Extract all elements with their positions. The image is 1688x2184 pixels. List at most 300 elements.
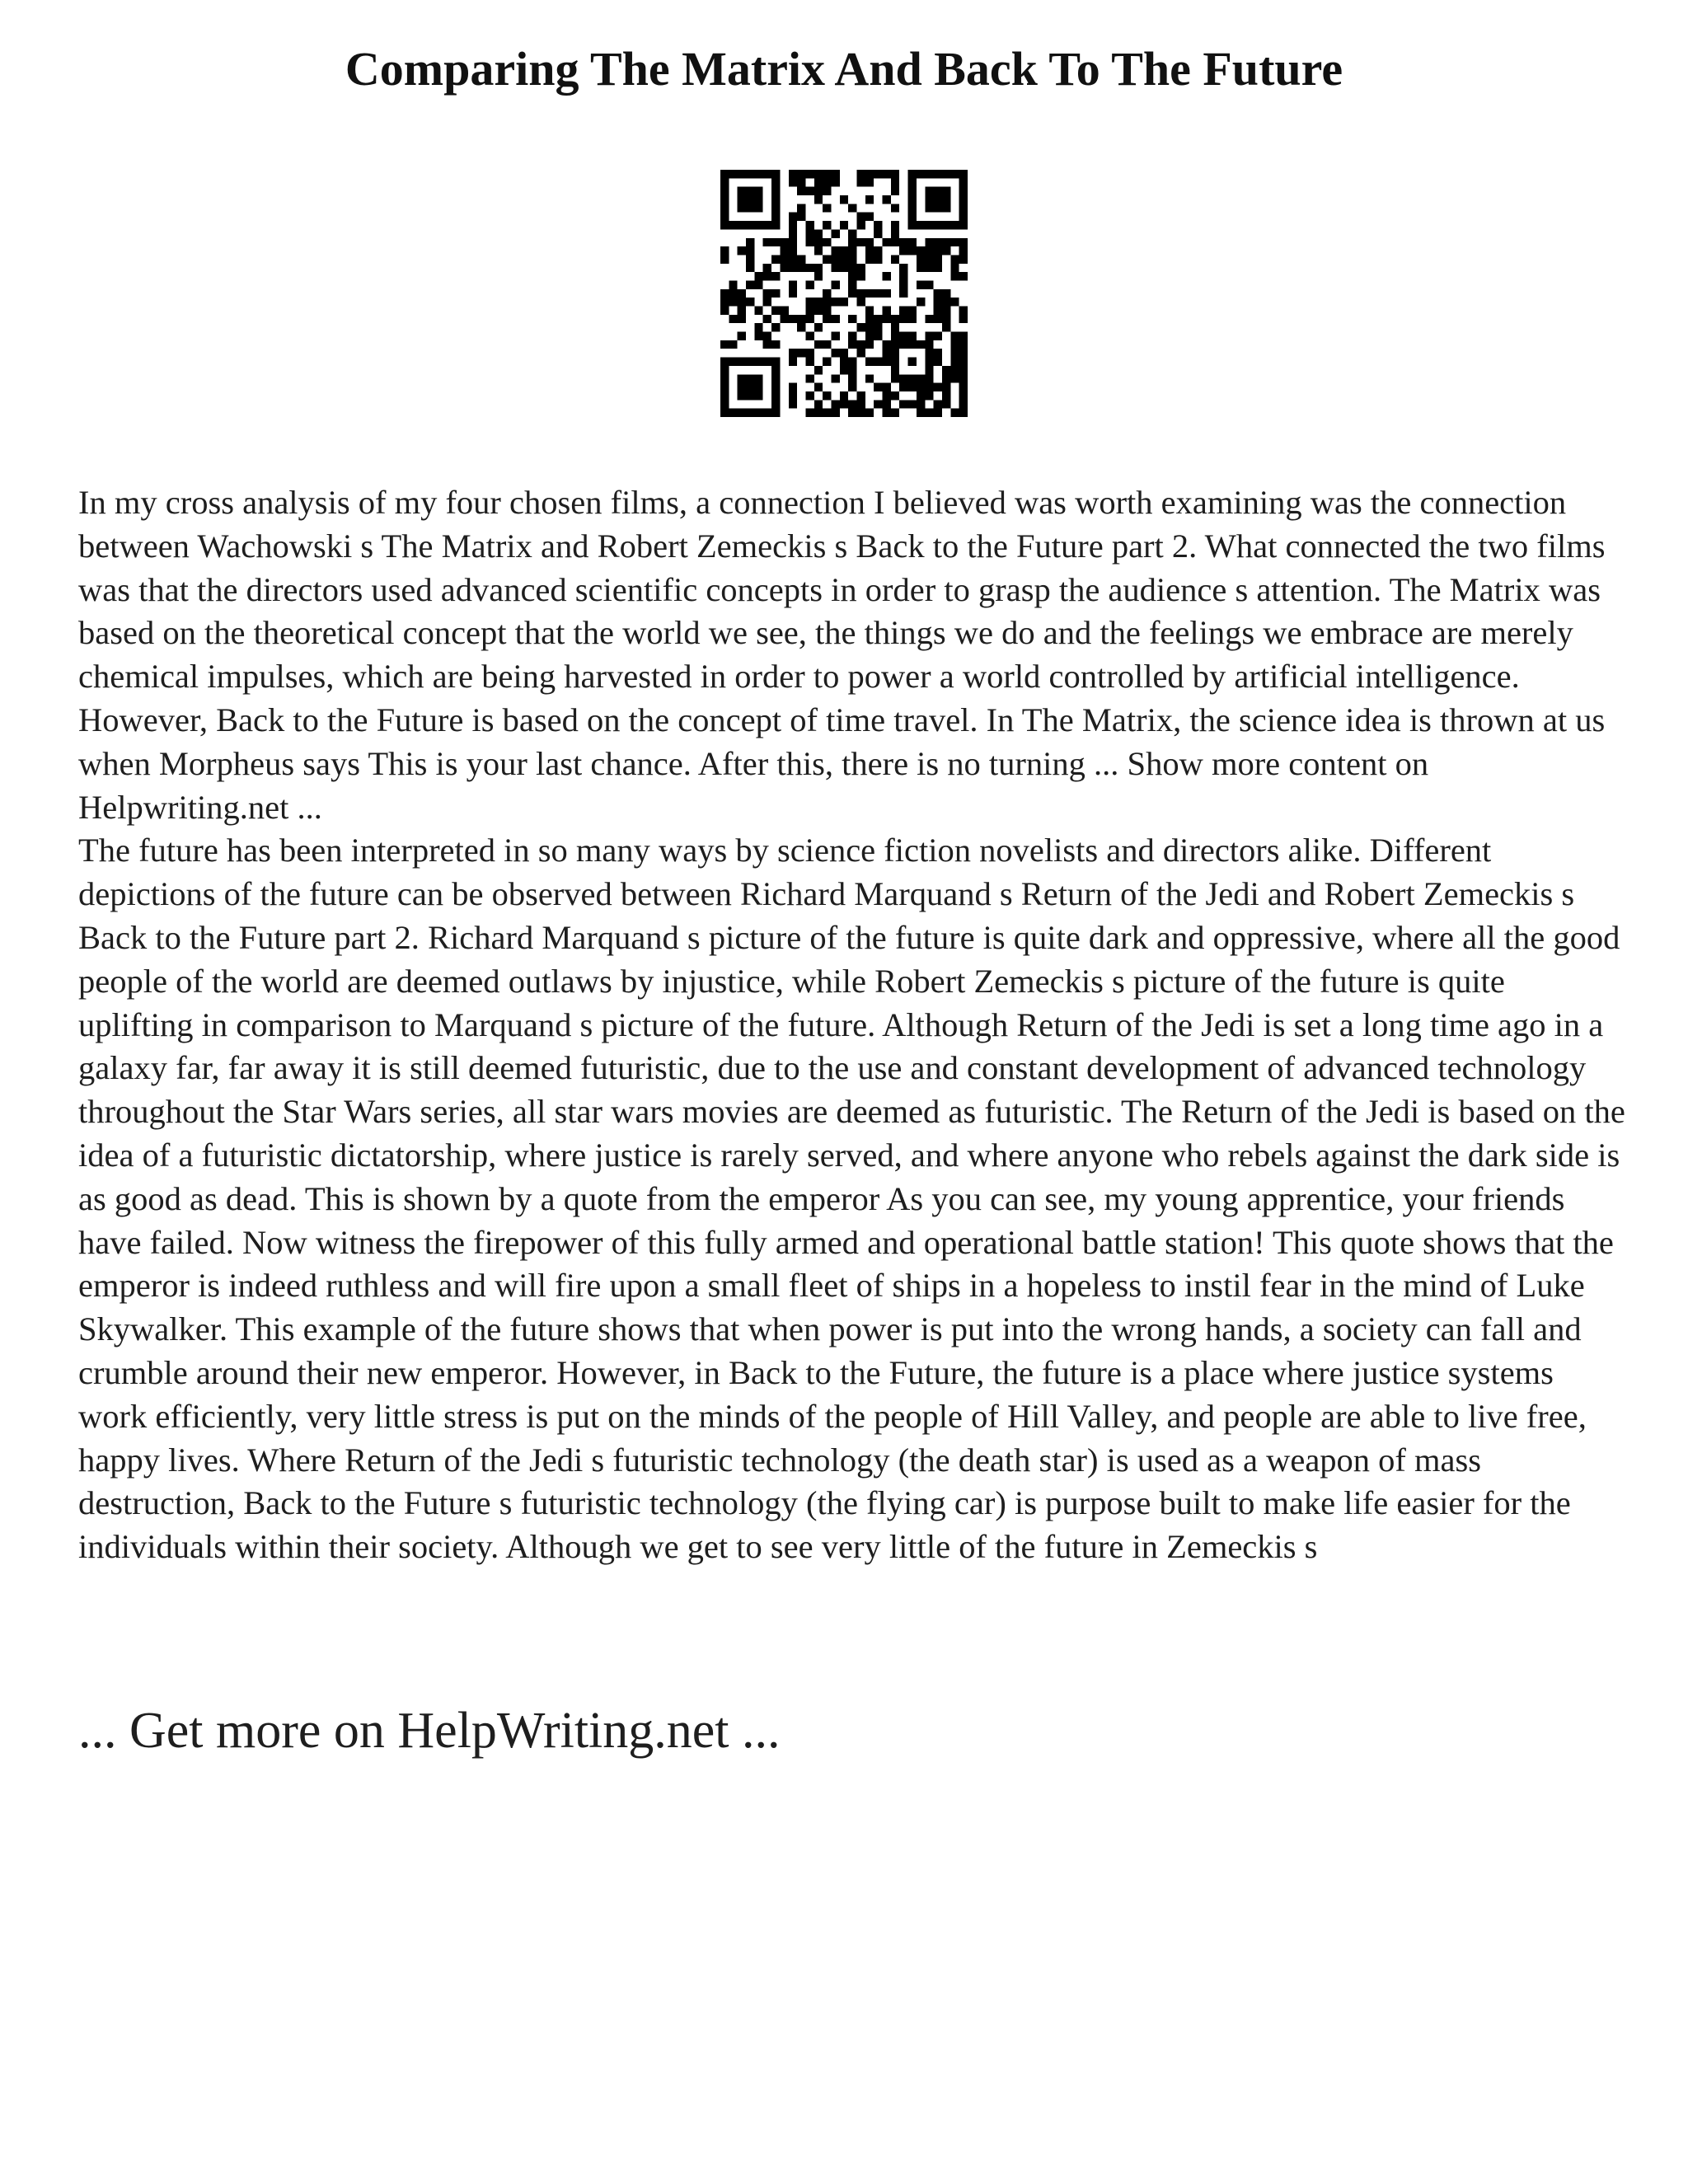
qr-module [865,374,874,382]
qr-module [959,195,968,204]
qr-module [831,280,839,288]
qr-module [729,298,737,306]
qr-module [908,187,917,195]
qr-module [908,374,917,382]
qr-module [754,409,762,417]
qr-module [942,195,950,204]
qr-module [738,195,746,204]
qr-module [805,221,814,229]
qr-module [789,358,797,366]
qr-module [942,323,950,331]
qr-module [814,383,823,391]
qr-module [720,383,729,391]
qr-module [934,246,942,255]
qr-module [891,178,899,186]
qr-module [840,246,848,255]
qr-module [805,187,814,195]
qr-module [746,255,754,263]
qr-module [729,409,737,417]
qr-module [883,409,891,417]
qr-module [883,289,891,298]
qr-module [934,358,942,366]
qr-module [857,409,865,417]
qr-module [789,178,797,186]
qr-module [891,315,899,323]
qr-module [934,264,942,272]
qr-module [805,229,814,237]
qr-module [891,323,899,331]
qr-module [746,383,754,391]
qr-module [738,409,746,417]
qr-module [831,255,839,263]
qr-module [763,358,771,366]
qr-module [771,187,780,195]
qr-module [883,307,891,315]
qr-module [857,289,865,298]
qr-module [814,307,823,315]
qr-module [797,349,805,357]
qr-module [899,383,907,391]
qr-module [959,374,968,382]
qr-module [865,340,874,349]
qr-module [908,221,917,229]
qr-module [891,238,899,246]
qr-module [771,195,780,204]
qr-module [729,289,737,298]
qr-module [917,374,925,382]
qr-module [934,307,942,315]
qr-module [771,204,780,212]
qr-module [950,409,959,417]
qr-module [942,366,950,374]
qr-module [848,383,856,391]
qr-module [934,315,942,323]
qr-module [780,255,788,263]
qr-module [789,238,797,246]
qr-module [738,246,746,255]
qr-module [771,307,780,315]
article-body [78,481,1628,1569]
qr-module [831,264,839,272]
qr-module [754,323,762,331]
qr-module [720,307,729,315]
qr-module [780,315,788,323]
qr-module [848,358,856,366]
qr-module [857,178,865,186]
qr-module [848,280,856,288]
qr-module [814,187,823,195]
qr-module [942,246,950,255]
qr-module [857,264,865,272]
qr-module [959,340,968,349]
qr-module [950,221,959,229]
qr-module [857,298,865,306]
qr-module [917,298,925,306]
qr-module [857,349,865,357]
qr-module [934,195,942,204]
qr-module [738,307,746,315]
qr-module [771,170,780,178]
qr-module [840,366,848,374]
qr-module [942,400,950,408]
qr-module [959,400,968,408]
qr-module [771,323,780,331]
qr-module [814,170,823,178]
qr-module [720,400,729,408]
qr-module [738,332,746,340]
qr-module [950,255,959,263]
qr-module [746,358,754,366]
qr-module [789,400,797,408]
qr-module [789,255,797,263]
qr-module [814,264,823,272]
qr-module [814,195,823,204]
qr-module [908,383,917,391]
qr-module [848,289,856,298]
qr-module [763,272,771,280]
qr-module [959,383,968,391]
qr-module [771,374,780,382]
qr-module [950,340,959,349]
qr-module [934,289,942,298]
qr-module [942,238,950,246]
qr-module [925,349,933,357]
qr-module [754,307,762,315]
qr-module [925,366,933,374]
qr-module [754,383,762,391]
qr-module [754,391,762,400]
qr-module [814,272,823,280]
qr-module [857,400,865,408]
qr-module [950,358,959,366]
qr-module [746,391,754,400]
qr-module [848,204,856,212]
qr-module [831,298,839,306]
qr-module [942,289,950,298]
qr-module [959,170,968,178]
qr-module [780,264,788,272]
qr-module [831,332,839,340]
qr-module [805,374,814,382]
qr-module [874,170,882,178]
qr-module [720,170,729,178]
qr-module [874,221,882,229]
qr-module [780,307,788,315]
qr-module [738,315,746,323]
qr-module [857,340,865,349]
qr-module [797,315,805,323]
qr-module [729,358,737,366]
qr-module [934,255,942,263]
qr-code-graphic [720,170,968,417]
qr-module [848,374,856,382]
qr-module [729,170,737,178]
qr-module [848,366,856,374]
qr-module [840,221,848,229]
qr-module [746,246,754,255]
qr-module [942,374,950,382]
qr-module [754,187,762,195]
qr-module [883,315,891,323]
qr-module [720,298,729,306]
qr-module [959,358,968,366]
qr-module [720,213,729,221]
qr-module [848,400,856,408]
qr-module [789,315,797,323]
qr-module [959,272,968,280]
qr-module [891,391,899,400]
qr-module [950,366,959,374]
qr-module [917,340,925,349]
qr-module [917,170,925,178]
qr-module [738,374,746,382]
qr-module [789,170,797,178]
qr-module [823,315,831,323]
qr-module [959,178,968,186]
qr-module [814,238,823,246]
qr-module [959,238,968,246]
qr-module [950,332,959,340]
qr-module [917,264,925,272]
qr-module [840,358,848,366]
qr-module [865,213,874,221]
qr-module [865,323,874,331]
qr-module [780,238,788,246]
qr-module [720,374,729,382]
qr-module [823,358,831,366]
qr-module [925,195,933,204]
qr-module [729,280,737,288]
qr-module [814,323,823,331]
qr-module [771,221,780,229]
qr-module [883,238,891,246]
qr-module [771,358,780,366]
qr-module [797,170,805,178]
qr-module [805,307,814,315]
qr-module [771,255,780,263]
qr-module [823,204,831,212]
qr-module [908,170,917,178]
qr-module [950,238,959,246]
qr-module [831,409,839,417]
qr-module [720,195,729,204]
qr-module [917,246,925,255]
qr-module [908,358,917,366]
qr-code-icon[interactable] [720,170,968,417]
qr-module [814,340,823,349]
qr-module [797,178,805,186]
qr-module [823,307,831,315]
qr-module [891,170,899,178]
qr-module [763,298,771,306]
qr-module [891,374,899,382]
qr-module [925,340,933,349]
qr-module [848,264,856,272]
qr-module [899,246,907,255]
qr-module [865,409,874,417]
qr-module [925,221,933,229]
qr-module [848,272,856,280]
qr-module [950,298,959,306]
qr-module [763,340,771,349]
qr-module [925,264,933,272]
qr-module [883,195,891,204]
qr-module [805,391,814,400]
qr-module [823,178,831,186]
qr-module [865,332,874,340]
qr-module [942,221,950,229]
qr-module [959,255,968,263]
qr-module [925,187,933,195]
qr-module [848,229,856,237]
qr-module [899,272,907,280]
qr-module [908,246,917,255]
qr-module [891,332,899,340]
qr-module [823,221,831,229]
qr-module [720,255,729,263]
qr-module [720,358,729,366]
qr-module [848,238,856,246]
qr-module [934,221,942,229]
qr-module [934,238,942,246]
qr-module [891,255,899,263]
qr-module [925,280,933,288]
qr-module [814,400,823,408]
qr-module [771,391,780,400]
qr-module [942,298,950,306]
qr-module [831,315,839,323]
qr-module [874,315,882,323]
qr-module [934,204,942,212]
qr-module [746,204,754,212]
qr-module [746,170,754,178]
qr-module [789,264,797,272]
qr-module [959,246,968,255]
qr-module [883,272,891,280]
qr-module [883,349,891,357]
qr-module [840,349,848,357]
qr-module [959,391,968,400]
qr-module [874,229,882,237]
qr-module [883,383,891,391]
qr-module [950,272,959,280]
qr-module [934,383,942,391]
qr-module [814,366,823,374]
qr-module [738,383,746,391]
qr-module [908,332,917,340]
qr-module [917,409,925,417]
qr-module [814,298,823,306]
qr-module [874,246,882,255]
qr-module [899,280,907,288]
qr-module [950,264,959,272]
qr-module [848,340,856,349]
qr-module [840,391,848,400]
qr-module [874,255,882,263]
qr-module [857,221,865,229]
qr-module [925,170,933,178]
qr-module [950,170,959,178]
qr-module [805,280,814,288]
qr-module [738,170,746,178]
qr-module [874,289,882,298]
qr-module [908,195,917,204]
qr-module [925,315,933,323]
qr-module [959,307,968,315]
qr-module [771,178,780,186]
qr-module [771,272,780,280]
qr-module [738,289,746,298]
qr-module [771,213,780,221]
qr-module [857,238,865,246]
qr-module [814,409,823,417]
qr-module [959,366,968,374]
qr-module [883,170,891,178]
qr-module [942,187,950,195]
qr-module [754,221,762,229]
qr-module [899,400,907,408]
qr-module [891,187,899,195]
qr-module [959,221,968,229]
qr-module [942,383,950,391]
qr-module [720,289,729,298]
qr-module [823,409,831,417]
qr-module [814,178,823,186]
qr-module [857,391,865,400]
qr-module [899,307,907,315]
qr-module [720,204,729,212]
qr-module [789,229,797,237]
qr-module [883,340,891,349]
qr-module [899,332,907,340]
qr-module [865,315,874,323]
qr-module [934,400,942,408]
qr-module [805,409,814,417]
qr-module [865,178,874,186]
qr-module [874,383,882,391]
qr-module [917,280,925,288]
qr-module [874,400,882,408]
qr-module [720,178,729,186]
qr-module [763,264,771,272]
qr-module [891,340,899,349]
qr-module [865,238,874,246]
qr-module [823,298,831,306]
qr-module [805,332,814,340]
qr-module [746,195,754,204]
qr-module [754,280,762,288]
qr-module [797,204,805,212]
qr-module [805,264,814,272]
qr-module [891,221,899,229]
qr-module [823,170,831,178]
qr-module [763,170,771,178]
qr-module [805,349,814,357]
qr-module [797,323,805,331]
qr-module [746,187,754,195]
qr-module [746,238,754,246]
qr-module [942,307,950,315]
qr-module [925,383,933,391]
qr-module [720,366,729,374]
qr-module [917,221,925,229]
qr-module [805,238,814,246]
get-more-link[interactable]: ... Get more on HelpWriting.net ... [78,1703,781,1759]
qr-module [789,280,797,288]
qr-module [720,246,729,255]
qr-module [805,170,814,178]
qr-module [823,238,831,246]
